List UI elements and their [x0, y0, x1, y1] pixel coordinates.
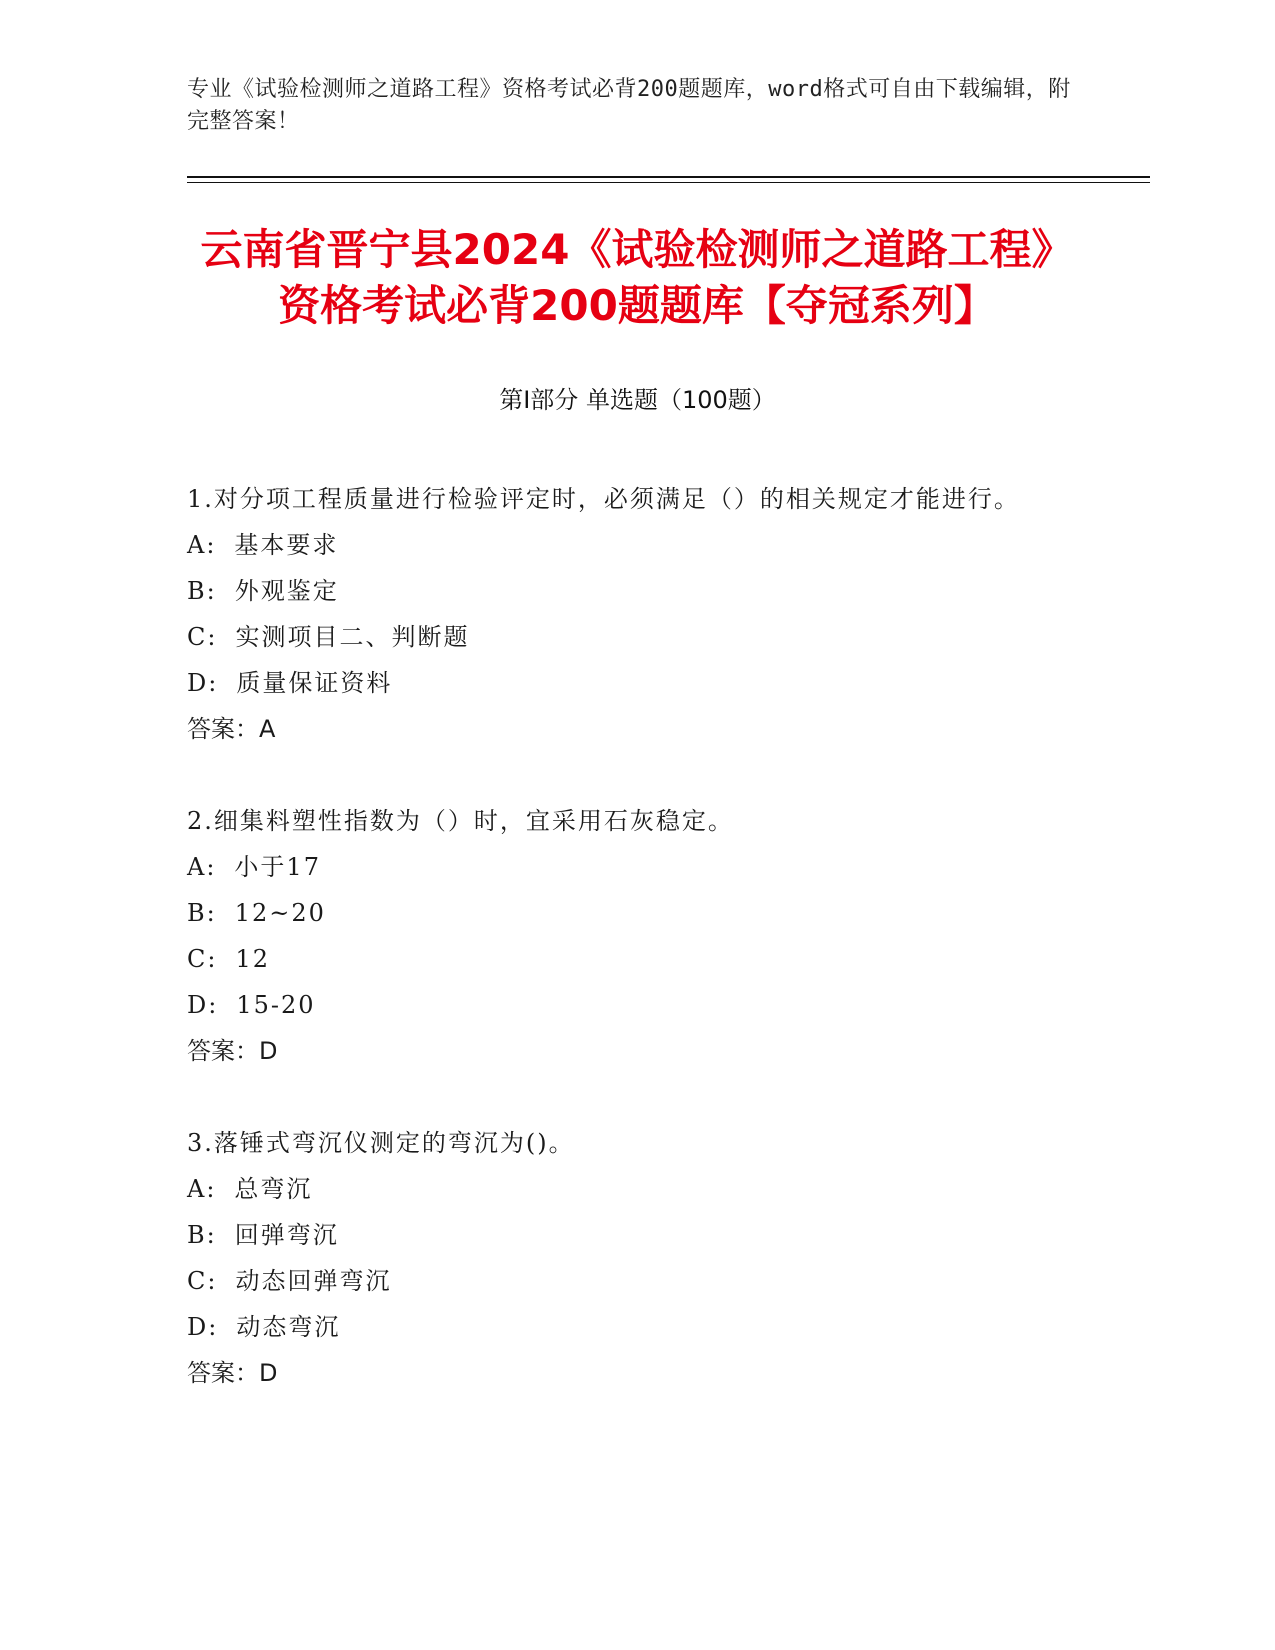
option-b — [187, 890, 1067, 936]
option-letter: C: — [187, 1267, 218, 1295]
option-letter: B: — [187, 577, 217, 605]
option-text: 实测项目二、判断题 — [235, 623, 470, 651]
option-letter: D: — [187, 1313, 219, 1341]
option-letter: C: — [187, 623, 218, 651]
option-letter: A: — [187, 531, 217, 559]
option-b — [187, 568, 1067, 614]
question-spacer — [187, 1074, 1067, 1120]
question-spacer — [187, 752, 1067, 798]
document-title: 云南省晋宁县2024《试验检测师之道路工程》资格考试必背200题题库【夺冠系列】 — [200, 225, 1074, 330]
question-2 — [187, 798, 1067, 1074]
question-3 — [187, 1120, 1067, 1396]
option-letter: A: — [187, 1175, 217, 1203]
option-letter: A: — [187, 853, 217, 881]
header-divider-thick — [187, 176, 1150, 178]
question-stem: 1.对分项工程质量进行检验评定时，必须满足（）的相关规定才能进行。 — [187, 485, 1020, 513]
header-divider-thin — [187, 182, 1150, 183]
option-a — [187, 522, 1067, 568]
option-c — [187, 614, 1067, 660]
option-text: 15-20 — [236, 991, 316, 1019]
option-c — [187, 936, 1067, 982]
option-letter: D: — [187, 991, 219, 1019]
option-text: 动态弯沉 — [236, 1313, 341, 1341]
question-stem: 3.落锤式弯沉仪测定的弯沉为()。 — [187, 1129, 575, 1157]
option-d — [187, 982, 1067, 1028]
option-letter: D: — [187, 669, 219, 697]
option-a — [187, 844, 1067, 890]
question-1 — [187, 476, 1067, 752]
option-a — [187, 1166, 1067, 1212]
option-text: 12 — [235, 945, 270, 973]
header-note: 专业《试验检测师之道路工程》资格考试必背200题题库，word格式可自由下载编辑，附完整答案！ — [187, 77, 1071, 134]
option-letter: C: — [187, 945, 218, 973]
option-text: 基本要求 — [234, 531, 339, 559]
option-letter: B: — [187, 899, 217, 927]
answer: 答案：D — [187, 1037, 278, 1065]
option-text: 外观鉴定 — [234, 577, 339, 605]
option-text: 小于17 — [234, 853, 321, 881]
section-heading: 第Ⅰ部分 单选题（100题） — [499, 386, 776, 414]
question-list — [187, 476, 1067, 1396]
option-letter: B: — [187, 1221, 217, 1249]
option-d — [187, 660, 1067, 706]
option-b — [187, 1212, 1067, 1258]
option-text: 动态回弹弯沉 — [235, 1267, 392, 1295]
answer: 答案：D — [187, 1359, 278, 1387]
option-d — [187, 1304, 1067, 1350]
option-text: 回弹弯沉 — [234, 1221, 339, 1249]
option-c — [187, 1258, 1067, 1304]
answer: 答案：A — [187, 715, 276, 743]
option-text: 12~20 — [234, 899, 326, 927]
option-text: 质量保证资料 — [236, 669, 393, 697]
question-stem: 2.细集料塑性指数为（）时，宜采用石灰稳定。 — [187, 807, 734, 835]
option-text: 总弯沉 — [234, 1175, 313, 1203]
